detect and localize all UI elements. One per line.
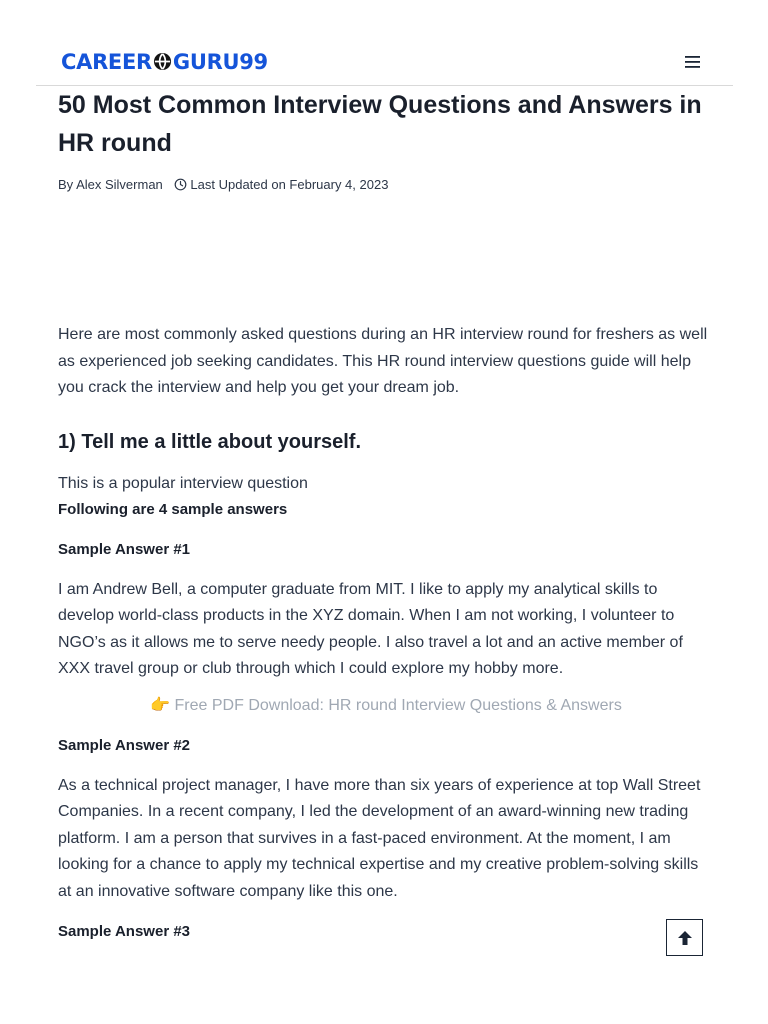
logo-text-career: CAREER (61, 50, 152, 74)
article-title: 50 Most Common Interview Questions and Answers in HR round (58, 91, 702, 157)
sample-answers-intro: Following are 4 sample answers (58, 500, 288, 518)
byline-prefix: By (58, 177, 77, 192)
back-to-top-button[interactable] (666, 919, 703, 956)
question-1-note: This is a popular interview question (58, 474, 308, 492)
sample-answer-2-heading: Sample Answer #2 (58, 736, 191, 754)
intro-paragraph: Here are most commonly asked questions during an HR interview round for freshers as well as experienced job seeking candidates. This HR round interview questions guide will help you crack the interview and help you get your dream job. (58, 326, 708, 396)
menu-button[interactable] (683, 53, 703, 71)
sample-answer-2-text: As a technical project manager, I have more than six years of experience at top Wall Street Companies. In a recent company, I led the development of an award-winning new trading platform. I am a person that survives in a fast-paced environment. At the moment, I am looking for a chance to apply my technical expertise and my creative problem-solving skills at an innovative software company like this one. (58, 776, 701, 900)
sample-answer-1-heading: Sample Answer #1 (58, 540, 191, 558)
updated-date: Last Updated on February 4, 2023 (190, 177, 389, 192)
logo-text-guru: GURU99 (172, 50, 268, 74)
clock-icon (174, 178, 187, 191)
article-body (58, 322, 714, 945)
sample-answer-3-heading: Sample Answer #3 (58, 923, 191, 940)
logo-globe-icon (153, 52, 172, 71)
pdf-download-link[interactable]: Free PDF Download: HR round Interview Questions & Answers (170, 696, 622, 714)
arrow-up-icon (676, 929, 694, 947)
hamburger-menu-icon (683, 53, 703, 71)
sample-answer-1-text: I am Andrew Bell, a computer graduate from MIT. I like to apply my analytical skills to develop world-class products in the XYZ domain. When I am not working, I volunteer to NGO’s as it allows me to serve needy people. I also travel a lot and an active member of XXX travel group or club through which I could explore my hobby more. (58, 580, 683, 677)
pointing-hand-icon: 👉 (150, 696, 171, 714)
site-logo[interactable] (61, 51, 268, 73)
site-header (36, 40, 733, 86)
article-meta (58, 176, 388, 194)
pdf-download-row (58, 693, 714, 719)
question-1-heading: 1) Tell me a little about yourself. (58, 430, 362, 453)
author-link[interactable]: Alex Silverman (76, 177, 163, 192)
